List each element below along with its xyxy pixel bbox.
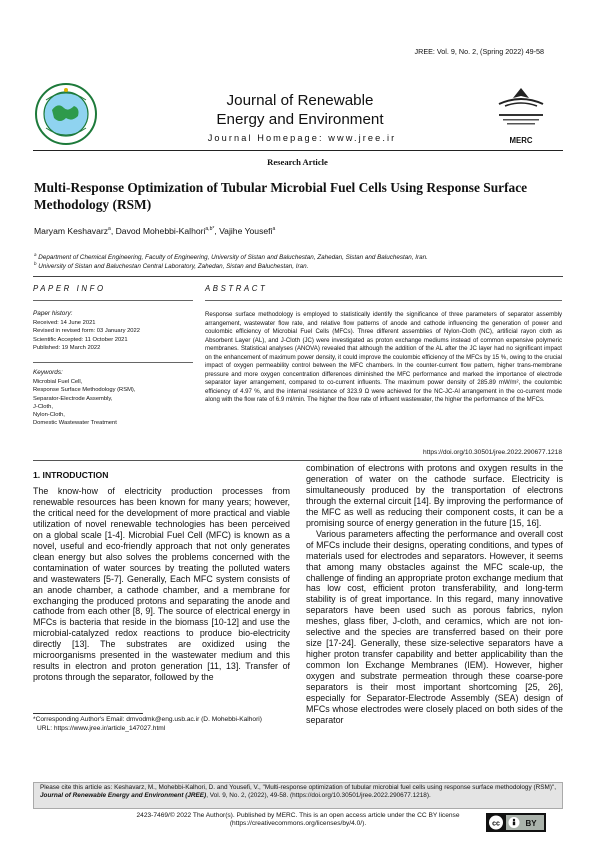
keywords-rule [33, 362, 193, 363]
abstract-rule [205, 300, 562, 301]
author-name: Vajihe Yousefi [219, 226, 273, 236]
merc-institute-logo-icon [491, 84, 551, 132]
article-title: Multi-Response Optimization of Tubular Microbial Fuel Cells Using Response Surface Methodology (RSM) [34, 180, 528, 212]
article-url[interactable]: URL: https://www.jree.ir/article_147027.html [37, 724, 166, 732]
license-line-1: 2423-7469/© 2022 The Author(s). Published by MERC. This is an open access article under the CC BY license [136, 812, 460, 819]
running-header: JREE: Vol. 9, No. 2, (Spring 2022) 49-58 [414, 47, 544, 56]
corresponding-author-note: *Corresponding Author's Email: dmvodmk@eng.usb.ac.ir (D. Mohebbi-Kalhori) [33, 716, 262, 723]
keywords-list [33, 378, 193, 428]
paragraph: combination of electrons with protons and oxygen results in the generation of water on the cathode surface. Electricity is simultaneously produced by the transportation of electrons through the external circuit [14]. By improving the performance of the MFC as well as reducing their component costs, it can be a promising source of energy generation in the future [15, 16]. [306, 463, 563, 528]
paragraph: Various parameters affecting the performance and overall cost of MFCs include their designs, operating conditions, and types of materials used for electrodes and separators. However, it seems that among many obstacles against the MFC scale-up, the challenge of finding an appropriate proton exchange medium that has low cost, efficient proton transferability, and long-term stability is of great importance. In this regard, many innovative separators have been used such as porous fabrics, nylon meshes, glass fiber, J-cloth, and ceramics, which are not ion-selective and the species are transferred based on their pore size [17-24]. Generally, these size-selective separators have a higher proton transfer capability and better applicability than the common Ion Exchange Membranes (IEM). However, higher oxygen and substrate permeation through these coarse-pore separators is their most important shortcoming [25, 26], especially for Separator-Electrode Assembly (SEA) design of MFCs whose electrodes were closely placed on both sides of the separator [306, 528, 563, 725]
paper-history-label: Paper history: [33, 310, 73, 317]
history-item: Received: 14 June 2021 [33, 320, 96, 326]
keyword-item: J-Cloth, [33, 403, 53, 410]
paper-info-heading: PAPER INFO [33, 284, 106, 293]
abstract-bottom-rule [33, 460, 563, 461]
affiliation [34, 252, 428, 261]
license-text [33, 812, 563, 829]
author-separator: , [214, 226, 220, 236]
history-item: Published: 19 March 2022 [33, 344, 101, 351]
footnote-rule [33, 713, 143, 714]
paragraph: The know-how of electricity production processes from renewable resources has been known for many years; however, the critical need for the development of more practical and viable utilization of novel renewable technologies has been perceived on a global scale [1-4]. Microbial Fuel Cell (MFC) is known as a novel, useful and eco-friendly approach that not only generates clean energy but also solves the problems concerned with the contamination of water sources by treating the polluted waters and wastewaters [5-7]. Generally, Each MFC system consists of an anode chamber, a cathode chamber, and a membrane for exchanging the produced protons and separating the anode and cathode from each other [8, 9]. The source of electrical energy in MFCs is bacteria that reside in the biomass [10-12] and use the microbial-catalyzed redox reactions to produce bio-electricity directly [13]. The substrates are oxidized using the microorganisms presented in the wastewater medium and this results in electron and proton generation [11, 13]. Transfer of protons through the separator, followed by the [33, 486, 290, 683]
history-item: Scientific Accepted: 11 October 2021 [33, 336, 128, 343]
keyword-item: Domestic Wastewater Treatment [33, 420, 117, 427]
citation-suffix: , Vol. 9, No. 2, (2022), 49-58. (https://doi.org/10.30501/jree.2022.290677.1218). [206, 792, 431, 800]
footnote [33, 716, 290, 734]
abstract-heading: ABSTRACT [205, 284, 268, 293]
author-affil-mark: a,b* [205, 226, 215, 233]
header-rule [33, 150, 563, 151]
citation-box [33, 782, 563, 809]
body-column-right [306, 463, 563, 759]
body-column-left [33, 486, 290, 706]
article-type: Research Article [267, 157, 328, 167]
keyword-item: Separator-Electrode Assembly, [33, 395, 113, 402]
keywords-label: Keywords: [33, 369, 63, 376]
citation-prefix: Please cite this article as: Keshavarz, M., Mohebbi-Kalhori, D. and Yousefi, V., "Multi-response optimization of tubular microbial fuel cells using response surface methodology (RSM)", [40, 784, 556, 791]
creative-commons-by-icon[interactable] [486, 813, 546, 832]
paper-info-rule [33, 300, 193, 301]
author-affil-mark: a [108, 226, 111, 233]
affiliation-text: Department of Chemical Engineering, Faculty of Engineering, University of Sistan and Baluchestan, Zahedan, Sistan and Baluchestan, Iran. [38, 254, 428, 262]
abstract-text: Response surface methodology is employed to statistically identify the significance of three parameters of separator assembly arrangement, wastewater flow rate, and relative flow patterns of anode and cathode influencing the generation of power and coulombic efficiency of Microbial Fuel Cells (MFCs). Three different assemblies of Nylon-Cloth (NC), artificial rayon cloth as Absorbent Layer (AL), and J-Cloth (JC) were investigated as proton exchange mediums instead of common expensive polymeric membranes. Statistical analyses (ANOVA) revealed that although the addition of the AL after the JC layer had no significant impact on the enhancement of maximum power density, it could improve the coulombic efficiency of the MFCs by 15 %, owing to the crucial impact of oxygen permeability control between the MFC chambers. In the counter-current flow pattern, higher trans-membrane pressure and more oxygen concentration differences diminished the MFC performance and marked the importance of electrode separator layer arrangement, compared to co-current influents. The maximum power density of 285.89 mW/m², the coulombic efficiency of 4.97 %, and the internal resistance of 323.9 Ω were achieved for the NC-JC-Al arrangement in the co-current mode along with the flow rate of 6.9 ml/min. The higher the flow rate of influent wastewater, the higher the performance of the MFCs. [205, 311, 562, 403]
author-affil-mark: a [272, 226, 276, 233]
keyword-item: Nylon-Cloth, [33, 412, 65, 419]
svg-text:cc: cc [492, 820, 500, 828]
section-heading-introduction: 1. INTRODUCTION [33, 470, 109, 480]
jree-globe-logo-icon [34, 82, 98, 146]
svg-text:BY: BY [525, 819, 537, 828]
publisher-label: MERC [509, 136, 533, 145]
author-name: Davod Mohebbi-Kalhori [115, 226, 206, 236]
journal-title-line-1: Journal of Renewable [226, 92, 374, 109]
affiliation-text: University of Sistan and Baluchestan Central Laboratory, Zahedan, Sistan and Baluchestan, Iran. [38, 263, 309, 271]
keyword-item: Response Surface Methodology (RSM), [33, 387, 136, 394]
license-line-2[interactable]: (https://creativecommons.org/licenses/by/4.0/). [229, 820, 367, 828]
author-list [34, 226, 275, 236]
affiliation [34, 261, 308, 270]
journal-title-line-2: Energy and Environment [216, 111, 384, 128]
journal-title [205, 91, 395, 129]
affiliation-mark: a [34, 252, 37, 257]
affiliation-rule [33, 276, 563, 277]
doi-link[interactable]: https://doi.org/10.30501/jree.2022.290677.1218 [423, 449, 562, 456]
citation-journal: Journal of Renewable Energy and Environment (JREE) [40, 792, 207, 800]
journal-homepage[interactable]: Journal Homepage: www.jree.ir [207, 133, 397, 143]
keyword-item: Microbial Fuel Cell, [33, 379, 83, 385]
affiliation-mark: b [34, 261, 37, 266]
history-item: Revised in revised form: 03 January 2022 [33, 328, 140, 335]
author-name: Maryam Keshavarz [34, 226, 109, 236]
paper-history [33, 319, 193, 352]
author-separator: , [110, 226, 116, 236]
